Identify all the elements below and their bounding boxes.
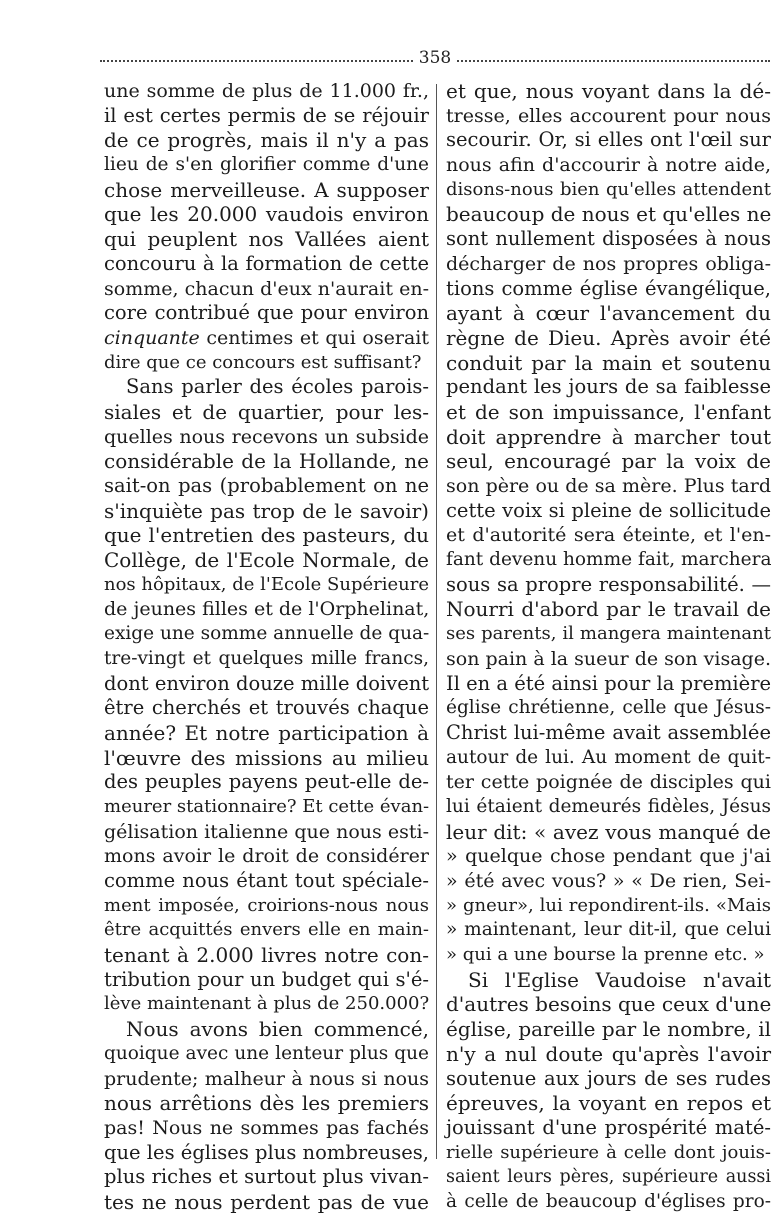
text-line: considérable de la Hollande, ne	[104, 449, 429, 474]
text-line: lève maintenant à plus de 250.000?	[104, 993, 430, 1015]
text-line: des peuples payens peut-elle de-	[104, 770, 429, 794]
line-text: centimes et qui oserait	[199, 326, 429, 349]
text-line: une somme de plus de 11.000 fr.,	[104, 80, 429, 102]
text-line: Nous avons bien commencé,	[126, 1017, 429, 1042]
text-line: comme nous étant tout spéciale-	[104, 869, 429, 892]
text-line: Christ lui-même avait assemblée	[446, 720, 771, 744]
text-line: et d'autorité sera éteinte, et l'en-	[446, 524, 771, 547]
text-line: être acquittés envers elle en main-	[104, 919, 429, 941]
text-line: » maintenant, leur dit-il, que celui	[446, 919, 771, 941]
text-line: nous afin d'accourir à notre aide,	[446, 154, 771, 177]
text-line: lieu de s'en glorifier comme d'une	[104, 154, 429, 176]
text-line: ment imposée, croirions-nous nous	[104, 894, 429, 916]
text-line: disons-nous bien qu'elles attendent	[446, 178, 771, 200]
text-line: conduit par la main et soutenu	[446, 350, 771, 375]
text-line: son père ou de sa mère. Plus tard	[446, 475, 771, 497]
text-line: fant devenu homme fait, marchera	[446, 549, 772, 571]
text-line: tribution pour un budget qui s'é-	[104, 967, 429, 991]
text-line: » qui a une bourse la prenne etc. »	[446, 944, 765, 966]
text-line: » quelque chose pendant que j'ai	[446, 845, 771, 868]
text-line: doit apprendre à marcher tout	[446, 424, 771, 449]
text-line: tre-vingt et quelques mille francs,	[104, 647, 429, 669]
text-line: ses parents, il mangera maintenant	[446, 623, 771, 645]
text-line: son pain à la sueur de son visage.	[446, 647, 771, 670]
text-line: nos hôpitaux, de l'Ecole Supérieure	[104, 573, 430, 595]
text-line: prudente; malheur à nous si nous	[104, 1067, 429, 1090]
header-rule-left	[100, 60, 420, 62]
text-line: et que, nous voyant dans la dé-	[446, 79, 771, 103]
header-rule-right	[450, 60, 770, 62]
text-line: core contribué que pour environ	[104, 301, 429, 325]
text-line: Il en a été ainsi pour la première	[446, 671, 772, 695]
text-line: sont nullement disposées à nous	[446, 227, 771, 251]
text-line: que les 20.000 vaudois environ	[104, 202, 429, 227]
text-line: chose merveilleuse. A supposer	[104, 177, 429, 202]
text-line: que les églises plus nombreuses,	[104, 1140, 429, 1164]
page-number: 358	[415, 48, 455, 68]
text-line: d'autres besoins que ceux d'une	[446, 992, 772, 1017]
text-line: beaucoup de nous et qu'elles ne	[446, 202, 772, 227]
text-line: que l'entretien des pasteurs, du	[104, 523, 429, 548]
text-line: église, pareille par le nombre, il	[446, 1017, 771, 1042]
text-line: nous arrêtions dès les premiers	[104, 1091, 429, 1116]
text-line: Collège, de l'Ecole Normale, de	[104, 548, 429, 573]
text-line: siales et de quartier, pour les-	[104, 399, 429, 424]
text-line: sous sa propre responsabilité. —	[446, 572, 771, 596]
text-line: soutenue aux jours de ses rudes	[446, 1066, 771, 1090]
left-text-column	[104, 79, 430, 1214]
text-line: dire que ce concours est suffisant?	[104, 351, 422, 373]
text-line: année? Et notre participation à	[104, 720, 429, 745]
text-line: quelles nous recevons un subside	[104, 425, 429, 448]
text-line: pendant les jours de sa faiblesse	[446, 375, 771, 399]
text-line: église chrétienne, celle que Jésus-	[446, 697, 771, 719]
text-line: exige une somme annuelle de qua-	[104, 623, 430, 645]
text-line: règne de Dieu. Après avoir été	[446, 325, 771, 350]
text-line: décharger de nos propres obliga-	[446, 252, 771, 275]
page-header	[100, 48, 770, 68]
text-line: autour de lui. Au moment de quit-	[446, 746, 771, 768]
text-line: dont environ douze mille doivent	[104, 671, 430, 695]
italic-word: cinquante	[104, 326, 200, 349]
text-line: seul, encouragé par la voix de	[446, 449, 771, 474]
text-line: l'œuvre des missions au milieu	[104, 745, 429, 770]
text-line: mons avoir le droit de considérer	[104, 845, 429, 868]
text-line: Sans parler des écoles parois-	[126, 375, 429, 399]
right-text-column	[446, 79, 772, 1212]
text-line: sait-on pas (probablement on ne	[104, 474, 429, 497]
text-line: gélisation italienne que nous esti-	[104, 820, 429, 843]
text-line: tresse, elles accourent pour nous	[446, 104, 771, 127]
text-line: leur dit: « avez vous manqué de	[446, 819, 771, 844]
text-line: il est certes permis de se réjouir	[104, 103, 429, 127]
text-line: meurer stationnaire? Et cette évan-	[104, 795, 430, 817]
text-line: être cherchés et trouvés chaque	[104, 696, 429, 720]
text-line: concouru à la formation de cette	[104, 251, 429, 275]
text-line: secourir. Or, si elles ont l'œil sur	[446, 128, 771, 152]
text-line: » gneur», lui repondirent-ils. «Mais	[446, 894, 771, 916]
text-line: s'inquiète pas trop de le savoir)	[104, 498, 429, 523]
text-line: rielle supérieure à celle dont jouis-	[446, 1141, 771, 1163]
text-line	[104, 326, 429, 351]
text-line: tenant à 2.000 livres notre con-	[104, 943, 429, 968]
text-line: quoique avec une lenteur plus que	[104, 1042, 429, 1064]
text-line: de jeunes filles et de l'Orphelinat,	[104, 598, 430, 621]
text-line: pas! Nous ne sommes pas fachés	[104, 1116, 429, 1139]
text-line: Si l'Eglise Vaudoise n'avait	[468, 967, 771, 992]
text-line: qui peuplent nos Vallées aient	[104, 227, 429, 252]
text-line: à celle de beaucoup d'églises pro-	[446, 1190, 771, 1212]
text-line: n'y a nul doute qu'après l'avoir	[446, 1041, 771, 1066]
text-line: saient leurs pères, supérieure aussi	[446, 1167, 771, 1188]
text-line: jouissant d'une prospérité maté-	[446, 1115, 771, 1139]
text-line: lui étaient demeurés fidèles, Jésus	[446, 795, 771, 817]
text-line: tes ne nous perdent pas de vue	[104, 1189, 429, 1214]
text-line: ayant à cœur l'avancement du	[446, 301, 771, 326]
text-line: et de son impuissance, l'enfant	[446, 399, 771, 424]
text-line: tions comme église évangélique,	[446, 276, 771, 300]
column-divider	[436, 84, 437, 1159]
text-line: de ce progrès, mais il n'y a pas	[104, 128, 429, 153]
text-line: cette voix si pleine de sollicitude	[446, 498, 771, 522]
text-line: ter cette poignée de disciples qui	[446, 771, 771, 794]
text-line: Nourri d'abord par le travail de	[446, 597, 771, 622]
text-line: » été avec vous? » « De rien, Sei-	[446, 870, 771, 892]
text-line: somme, chacun d'eux n'aurait en-	[104, 277, 429, 300]
text-line: plus riches et surtout plus vivan-	[104, 1165, 429, 1189]
text-line: épreuves, la voyant en repos et	[446, 1091, 771, 1116]
